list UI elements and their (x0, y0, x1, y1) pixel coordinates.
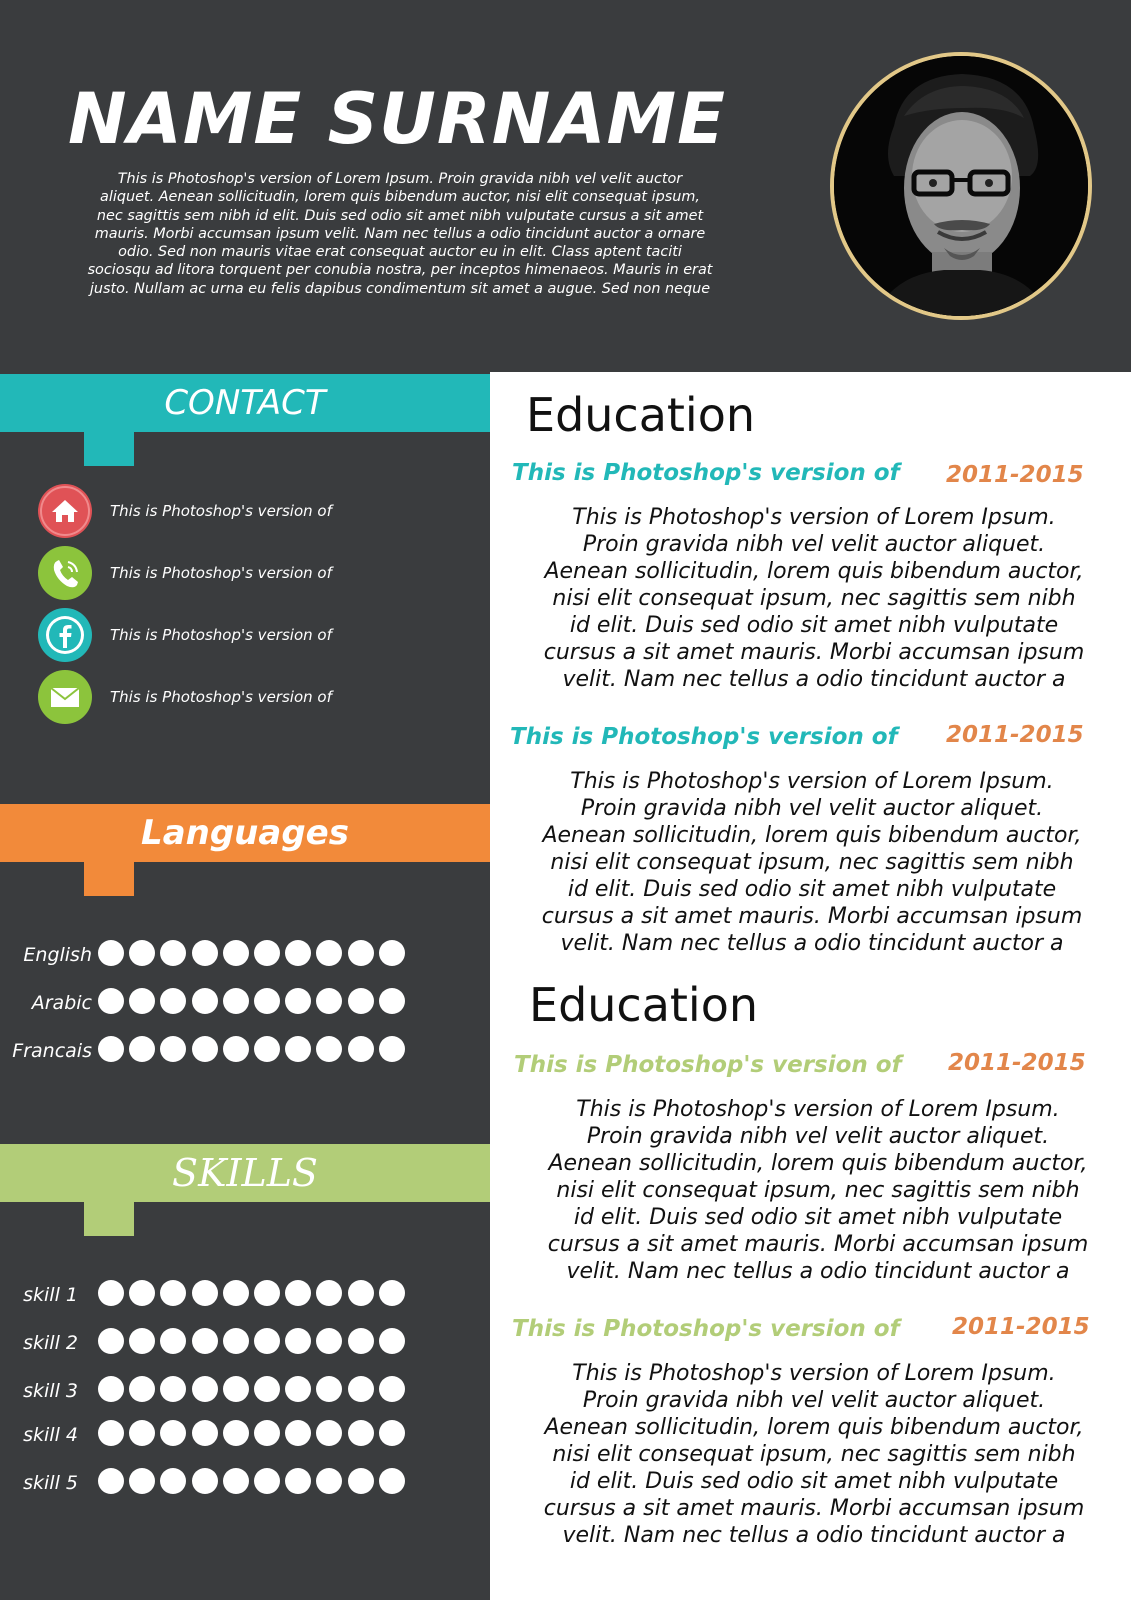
home-icon (38, 484, 92, 538)
rating-dot (285, 1328, 311, 1354)
rating-dot (223, 1420, 249, 1446)
intro-line: sociosqu ad litora torquent per conubia nostra, per inceptos himenaeos. Mauris in erat (87, 262, 713, 279)
rating-dot (160, 988, 186, 1014)
description-line: id elit. Duis sed odio sit amet nibh vulputate (573, 1205, 1063, 1230)
intro-line: This is Photoshop's version of Lorem Ipsum. Proin gravida nibh vel velit auctor (117, 171, 683, 187)
rating-dot (379, 1376, 405, 1402)
description-line: nisi elit consequat ipsum, nec sagittis sem nibh (552, 586, 1076, 611)
rating-dot (98, 1376, 124, 1402)
description-line: velit. Nam nec tellus a odio tincidunt auctor a (562, 1523, 1066, 1548)
rating-dot (348, 1036, 374, 1062)
education-entry-year: 2011-2015 (948, 1050, 1086, 1076)
education-entry-title: This is Photoshop's version of (510, 724, 898, 750)
rating-dot (285, 940, 311, 966)
portrait-image (834, 56, 1088, 316)
languages-title: Languages (141, 813, 349, 853)
contact-title: CONTACT (164, 383, 326, 423)
rating-dot (160, 1036, 186, 1062)
rating-dot (254, 1376, 280, 1402)
skill-label: skill 1 (23, 1284, 78, 1306)
language-row-arabic (0, 988, 470, 1020)
rating-dot (348, 1280, 374, 1306)
intro-line: mauris. Morbi accumsan ipsum velit. Nam nec tellus a odio tincidunt auctor a ornare (94, 225, 706, 242)
contact-address-text: This is Photoshop's version of (110, 502, 332, 520)
education-entry-year: 2011-2015 (946, 722, 1084, 748)
mail-icon (38, 670, 92, 724)
skills-title: SKILLS (172, 1151, 318, 1195)
skill-row-4 (0, 1420, 470, 1452)
education-heading: Education (526, 388, 756, 442)
description-line: velit. Nam nec tellus a odio tincidunt auctor a (566, 1259, 1070, 1284)
skill-label: skill 2 (23, 1332, 78, 1354)
description-line: cursus a sit amet mauris. Morbi accumsan ipsum (543, 1496, 1085, 1521)
language-row-francais (0, 1036, 470, 1068)
rating-dot (129, 988, 155, 1014)
rating-dot (160, 1420, 186, 1446)
description-line: Aenean sollicitudin, lorem quis bibendum auctor, (548, 1151, 1088, 1176)
skill-label: skill 5 (23, 1472, 78, 1494)
rating-dot (316, 1468, 342, 1494)
rating-dot (129, 940, 155, 966)
description-line: This is Photoshop's version of Lorem Ipsum. (570, 769, 1054, 794)
rating-dot (192, 988, 218, 1014)
facebook-icon (38, 608, 92, 662)
rating-dot (98, 940, 124, 966)
rating-dot (192, 1036, 218, 1062)
rating-dot (316, 940, 342, 966)
rating-dot (379, 1468, 405, 1494)
rating-dot (98, 1420, 124, 1446)
rating-dot (379, 1420, 405, 1446)
rating-dot (379, 940, 405, 966)
rating-dot (316, 988, 342, 1014)
rating-dots (98, 1328, 405, 1358)
language-label: English (23, 944, 92, 966)
rating-dot (160, 940, 186, 966)
rating-dot (254, 1468, 280, 1494)
rating-dots (98, 940, 405, 970)
rating-dots (98, 1280, 405, 1310)
language-label: Francais (12, 1040, 92, 1062)
rating-dot (316, 1420, 342, 1446)
contact-facebook-text: This is Photoshop's version of (110, 626, 332, 644)
rating-dot (98, 1468, 124, 1494)
rating-dot (316, 1280, 342, 1306)
education-entry-description (528, 1096, 1108, 1285)
contact-item-facebook (38, 608, 458, 664)
description-line: cursus a sit amet mauris. Morbi accumsan ipsum (543, 640, 1085, 665)
intro-line: aliquet. Aenean sollicitudin, lorem quis bibendum auctor, nisi elit consequat ipsum, (100, 189, 700, 206)
description-line: Proin gravida nibh vel velit auctor aliquet. (580, 796, 1044, 821)
rating-dot (223, 988, 249, 1014)
skill-row-5 (0, 1468, 470, 1500)
contact-item-phone (38, 546, 458, 602)
rating-dot (192, 1376, 218, 1402)
rating-dots (98, 1036, 405, 1066)
rating-dot (254, 1036, 280, 1062)
rating-dot (254, 1280, 280, 1306)
skill-row-1 (0, 1280, 470, 1312)
rating-dot (192, 1468, 218, 1494)
rating-dot (285, 1036, 311, 1062)
rating-dot (192, 940, 218, 966)
resume-name: NAME SURNAME (68, 78, 726, 160)
rating-dot (348, 1420, 374, 1446)
education-entry-title: This is Photoshop's version of (514, 1052, 902, 1078)
rating-dot (285, 988, 311, 1014)
description-line: Aenean sollicitudin, lorem quis bibendum auctor, (544, 1415, 1084, 1440)
rating-dot (379, 988, 405, 1014)
rating-dot (285, 1468, 311, 1494)
languages-banner-tab (84, 862, 134, 896)
contact-item-email (38, 670, 458, 726)
description-line: Aenean sollicitudin, lorem quis bibendum auctor, (544, 559, 1084, 584)
description-line: This is Photoshop's version of Lorem Ipsum. (572, 1361, 1056, 1386)
rating-dot (254, 940, 280, 966)
rating-dot (223, 940, 249, 966)
rating-dots (98, 988, 405, 1018)
description-line: id elit. Duis sed odio sit amet nibh vulputate (569, 1469, 1059, 1494)
rating-dot (348, 940, 374, 966)
rating-dot (160, 1376, 186, 1402)
rating-dot (316, 1036, 342, 1062)
rating-dot (160, 1468, 186, 1494)
rating-dot (223, 1468, 249, 1494)
intro-line: nec sagittis sem nibh id elit. Duis sed odio sit amet nibh vulputate cursus a sit amet (96, 207, 704, 224)
rating-dot (129, 1420, 155, 1446)
rating-dot (348, 1376, 374, 1402)
rating-dot (348, 988, 374, 1014)
rating-dots (98, 1468, 405, 1498)
intro-paragraph (60, 170, 740, 298)
rating-dot (192, 1280, 218, 1306)
rating-dot (223, 1036, 249, 1062)
description-line: nisi elit consequat ipsum, nec sagittis sem nibh (556, 1178, 1080, 1203)
skill-row-2 (0, 1328, 470, 1360)
contact-item-address (38, 484, 458, 540)
education-entry-title: This is Photoshop's version of (512, 1316, 900, 1342)
rating-dots (98, 1420, 405, 1450)
rating-dot (223, 1376, 249, 1402)
description-line: id elit. Duis sed odio sit amet nibh vulputate (569, 613, 1059, 638)
description-line: cursus a sit amet mauris. Morbi accumsan ipsum (547, 1232, 1089, 1257)
language-label: Arabic (31, 992, 92, 1014)
description-line: cursus a sit amet mauris. Morbi accumsan ipsum (541, 904, 1083, 929)
rating-dot (379, 1036, 405, 1062)
description-line: Proin gravida nibh vel velit auctor aliquet. (582, 532, 1046, 557)
rating-dot (129, 1376, 155, 1402)
education-entry-year: 2011-2015 (952, 1314, 1090, 1340)
description-line: nisi elit consequat ipsum, nec sagittis sem nibh (552, 1442, 1076, 1467)
rating-dot (192, 1328, 218, 1354)
education-entry-year: 2011-2015 (946, 462, 1084, 488)
rating-dot (129, 1036, 155, 1062)
rating-dot (129, 1328, 155, 1354)
description-line: Proin gravida nibh vel velit auctor aliquet. (582, 1388, 1046, 1413)
rating-dot (285, 1420, 311, 1446)
rating-dot (223, 1328, 249, 1354)
contact-email-text: This is Photoshop's version of (110, 688, 332, 706)
description-line: velit. Nam nec tellus a odio tincidunt auctor a (560, 931, 1064, 956)
rating-dot (98, 988, 124, 1014)
rating-dot (348, 1468, 374, 1494)
rating-dot (316, 1376, 342, 1402)
skills-banner-tab (84, 1202, 134, 1236)
skill-label: skill 3 (23, 1380, 78, 1402)
rating-dots (98, 1376, 405, 1406)
description-line: This is Photoshop's version of Lorem Ipsum. (572, 505, 1056, 530)
education-entry-description (522, 768, 1102, 957)
rating-dot (192, 1420, 218, 1446)
rating-dot (285, 1376, 311, 1402)
rating-dot (223, 1280, 249, 1306)
rating-dot (98, 1328, 124, 1354)
description-line: Aenean sollicitudin, lorem quis bibendum auctor, (542, 823, 1082, 848)
description-line: nisi elit consequat ipsum, nec sagittis sem nibh (550, 850, 1074, 875)
rating-dot (285, 1280, 311, 1306)
education-entry-description (524, 1360, 1104, 1549)
rating-dot (379, 1328, 405, 1354)
description-line: Proin gravida nibh vel velit auctor aliquet. (586, 1124, 1050, 1149)
rating-dot (379, 1280, 405, 1306)
rating-dot (129, 1468, 155, 1494)
rating-dot (254, 1328, 280, 1354)
contact-phone-text: This is Photoshop's version of (110, 564, 332, 582)
rating-dot (254, 1420, 280, 1446)
education-entry-title: This is Photoshop's version of (512, 460, 900, 486)
language-row-english (0, 940, 470, 972)
description-line: id elit. Duis sed odio sit amet nibh vulputate (567, 877, 1057, 902)
intro-line: odio. Sed non mauris vitae erat consequat auctor eu in elit. Class aptent taciti (118, 244, 682, 261)
rating-dot (129, 1280, 155, 1306)
education-heading: Education (529, 978, 759, 1032)
education-entry-description (524, 504, 1104, 693)
skill-row-3 (0, 1376, 470, 1408)
contact-banner-tab (84, 432, 134, 466)
rating-dot (160, 1280, 186, 1306)
rating-dot (316, 1328, 342, 1354)
skill-label: skill 4 (23, 1424, 78, 1446)
rating-dot (98, 1280, 124, 1306)
rating-dot (98, 1036, 124, 1062)
rating-dot (160, 1328, 186, 1354)
description-line: velit. Nam nec tellus a odio tincidunt auctor a (562, 667, 1066, 692)
rating-dot (348, 1328, 374, 1354)
intro-line: justo. Nullam ac urna eu felis dapibus condimentum sit amet a augue. Sed non neque (89, 280, 711, 297)
rating-dot (254, 988, 280, 1014)
profile-photo (830, 52, 1092, 320)
description-line: This is Photoshop's version of Lorem Ipsum. (576, 1097, 1060, 1122)
phone-icon (38, 546, 92, 600)
